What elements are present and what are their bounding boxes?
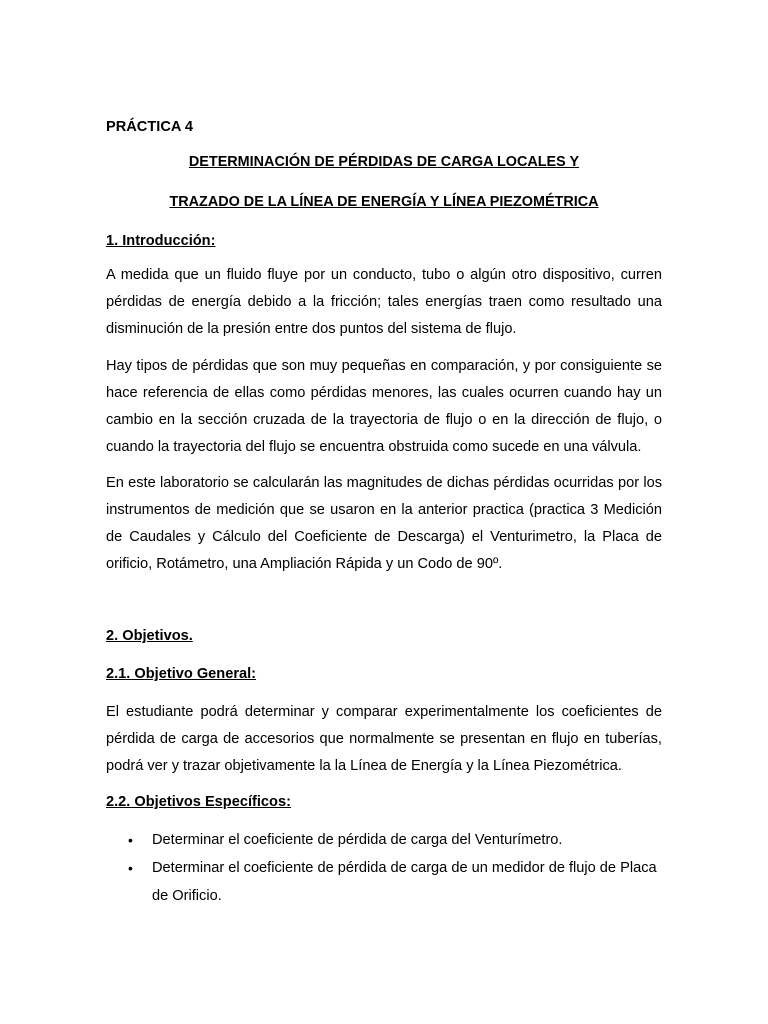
specific-objective-text: Determinar el coeficiente de pérdida de carga de un medidor de flujo de Placa de Orificio.	[152, 860, 657, 904]
document-title-line-2: TRAZADO DE LA LÍNEA DE ENERGÍA Y LÍNEA PIEZOMÉTRICA	[169, 194, 599, 210]
general-objective-text: El estudiante podrá determinar y comparar experimentalmente los coeficientes de pérdida de carga de accesorios que normalmente se presentan en flujo en tuberías, podrá ver y trazar objetivamente la la Línea de Energía y la Línea Piezométrica.	[106, 704, 662, 774]
list-item	[106, 854, 662, 910]
practice-label: PRÁCTICA 4	[106, 119, 194, 135]
introduction-paragraph-1: A medida que un fluido fluye por un conducto, tubo o algún otro dispositivo, curren pérdidas de energía debido a la fricción; tales energías traen como resultado una disminución de la presión entre dos puntos del sistema de flujo.	[106, 267, 662, 337]
bullet-icon: •	[128, 832, 133, 848]
specific-objectives-heading: 2.2. Objetivos Específicos:	[106, 794, 291, 810]
introduction-paragraph-3: En este laboratorio se calcularán las magnitudes de dichas pérdidas ocurridas por los instrumentos de medición que se usaron en la anterior practica (practica 3 Medición de Caudales y Cálculo del Coeficiente de Descarga) el Venturimetro, la Placa de orificio, Rotámetro, una Ampliación Rápida y un Codo de 90º.	[106, 475, 662, 572]
introduction-paragraph-2: Hay tipos de pérdidas que son muy pequeñas en comparación, y por consiguiente se hace referencia de ellas como pérdidas menores, las cuales ocurren cuando hay un cambio en la sección cruzada de la trayectoria de flujo o en la dirección de flujo, o cuando la trayectoria del flujo se encuentra obstruida como sucede en una válvula.	[106, 358, 662, 455]
bullet-icon: •	[128, 860, 133, 876]
specific-objectives-list	[106, 826, 662, 910]
objectives-heading: 2. Objetivos.	[106, 628, 193, 644]
general-objective-heading: 2.1. Objetivo General:	[106, 666, 257, 682]
document-title-line-1: DETERMINACIÓN DE PÉRDIDAS DE CARGA LOCALES Y	[188, 154, 580, 170]
list-item	[106, 826, 662, 854]
specific-objective-text: Determinar el coeficiente de pérdida de carga del Venturímetro.	[152, 832, 563, 848]
introduction-heading: 1. Introducción:	[106, 233, 216, 249]
